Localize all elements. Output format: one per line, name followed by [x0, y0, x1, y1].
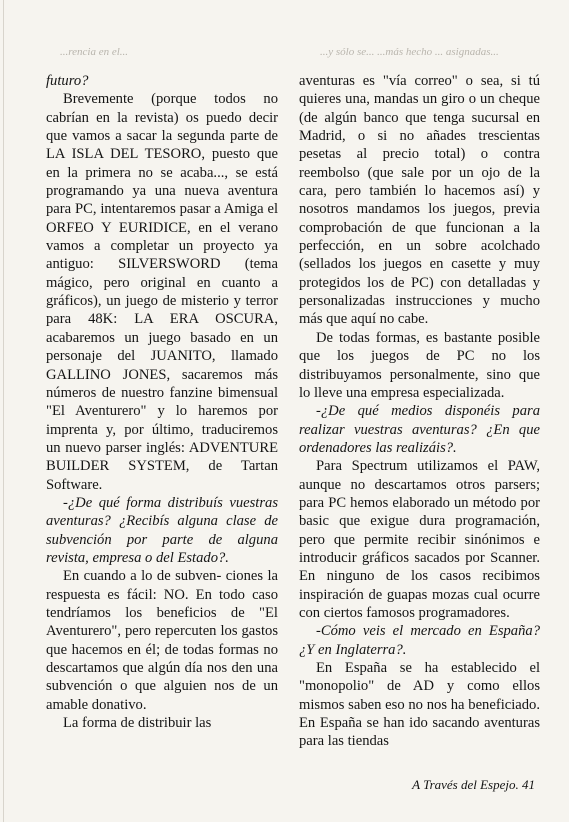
left-column [46, 72, 278, 732]
left-paragraph-2: Brevemente (porque todos no cabrían en la revista) os puedo decir que vamos a sacar la segunda parte de LA ISLA DEL TESORO, puesto que en la primera no se acaba..., se está programando ya una nueva aventura para PC, intentaremos pasar a Amiga el ORFEO Y EURIDICE, en el verano vamos a completar un proyecto ya antiguo: SILVERSWORD (tema mágico, pero original en cuanto a gráficos), un juego de misterio y terror para 48K: LA ERA OSCURA, acabaremos un juego basado en un personaje del JUANITO, llamado GALLINO JONES, sacaremos más números de nuestro fanzine bimensual "El Aventurero" y lo haremos por imprenta y, por último, traduciremos un nuevo parser inglés: ADVENTURE BUILDER SYSTEM, de Tartan Software. [46, 91, 278, 493]
right-paragraph-3: -¿De qué medios disponéis para realizar vuestras aventuras? ¿En que ordenadores las realizáis?. [299, 403, 540, 456]
right-column [299, 72, 540, 751]
right-paragraph-2: De todas formas, es bastante posible que los juegos de PC no los distribuyamos personalmente, sino que lo lleve una empresa especializada. [299, 329, 540, 401]
bleed-through-left: ...rencia en el... [60, 46, 129, 58]
left-paragraph-1: futuro? [46, 73, 89, 89]
left-paragraph-5: La forma de distribuir las [63, 715, 212, 732]
left-paragraph-4: En cuando a lo de subven- ciones la respuesta es fácil: NO. En todo caso tendríamos los beneficios de "El Aventurero", pero repercuten los gastos que hacemos en él; de todas formas no descartamos que algún día nos den una subvención o que alguien nos de un amable donativo. [46, 568, 278, 713]
right-paragraph-5: -Cómo veis el mercado en España? ¿Y en Inglaterra?. [299, 623, 540, 658]
right-paragraph-4: Para Spectrum utilizamos el PAW, aunque no descartamos otros parsers; para PC hemos elaborado un método por basic que exigue dura programación, pero que permite recibir sinónimos e introducir gráficos sacados por Scanner. En ninguno de los casos recibimos inspiración de guapas mozas cual ocurre con ciertos famosos programadores. [299, 458, 540, 621]
right-paragraph-6: En España se ha establecido el "monopolio" de AD y como ellos mismos saben eso no nos ha beneficiado. En España se han ido sacando aventuras para las tiendas [299, 660, 540, 750]
right-paragraph-1: aventuras es "vía correo" o sea, si tú quieres una, mandas un giro o un cheque (de algún banco que tenga sucursal en Madrid, o si no añades trescientas pesetas al precio total) o contra reembolso (que sale por un ojo de la cara, pero también lo hacemos así) y nosotros mandamos los juegos, previa comprobación de que funcionan a la perfección, en un sobre acolchado (sellados los juegos en casette y muy protegidos los de PC) con detalladas y personalizadas instrucciones y mucho más que aquí no cabe. [299, 73, 540, 328]
bleed-through-right: ...y sólo se... ...más hecho ... asignadas... [320, 46, 499, 58]
page-edge-shadow [3, 0, 4, 822]
page-footer: A Través del Espejo. 41 [412, 777, 535, 792]
left-paragraph-3: -¿De qué forma distribuís vuestras aventuras? ¿Recibís alguna clase de subvención por parte de alguna revista, empresa o del Estado?. [46, 494, 278, 566]
